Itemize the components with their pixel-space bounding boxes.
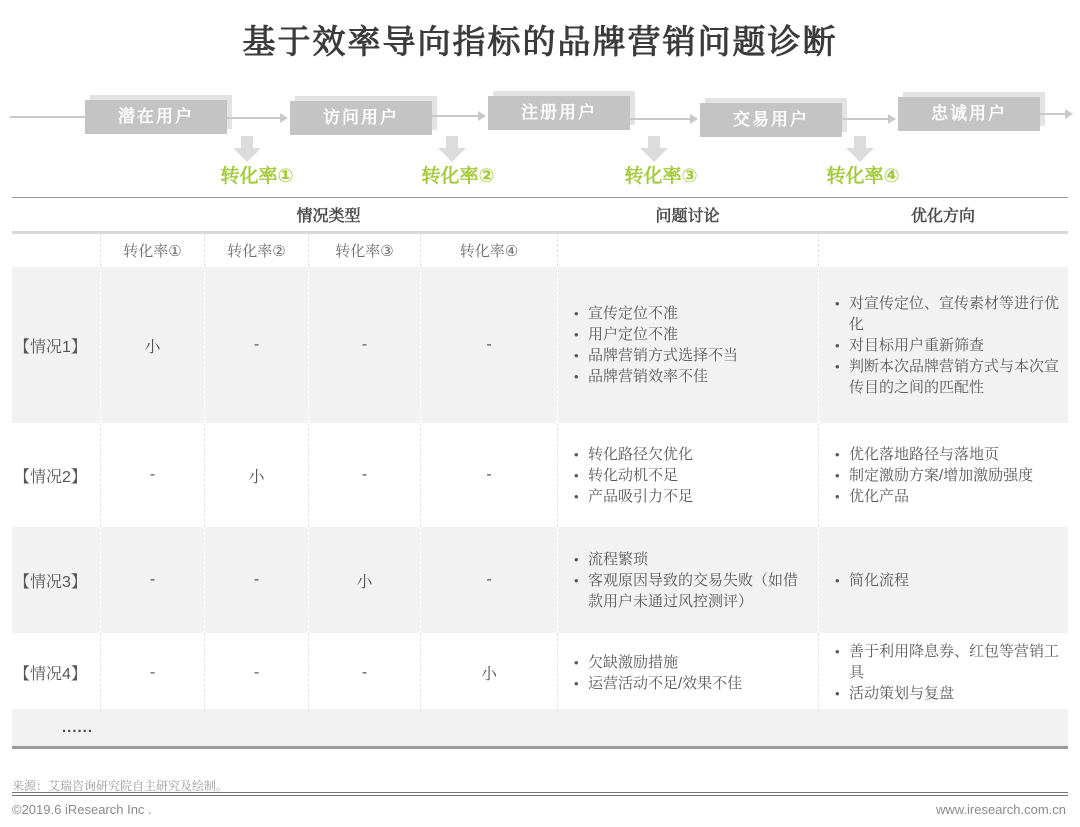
subheader-empty: [12, 234, 100, 267]
optimization-list: [818, 267, 1068, 423]
conversion-rate-label-4: 转化率④: [826, 166, 900, 187]
column-header-case-type: 情况类型: [296, 208, 361, 225]
down-arrow-icon: [233, 136, 261, 162]
case-label: 【情况3】: [14, 573, 87, 591]
case-label: 【情况4】: [14, 666, 87, 683]
flow-arrow-icon: [840, 118, 889, 120]
footer-divider: [12, 792, 1068, 796]
funnel-stage-transaction: 交易用户: [700, 103, 842, 137]
list-item: • 转化路径欠优化: [571, 444, 693, 465]
ellipsis-row: [12, 709, 1068, 749]
conversion-value: -: [420, 527, 557, 633]
list-item: • 优化落地路径与落地页: [832, 444, 1033, 465]
table-subheader-row: [12, 234, 1068, 267]
list-item: • 简化流程: [832, 570, 909, 591]
conversion-value: -: [308, 423, 420, 527]
diagnosis-table: [12, 197, 1068, 749]
list-item: • 客观原因导致的交易失败（如借款用户未通过风控测评）: [571, 570, 810, 612]
subheader-conversion-2: 转化率②: [204, 234, 308, 267]
subheader-empty: [818, 234, 1068, 267]
flow-arrow-icon: [432, 115, 479, 117]
conversion-value: -: [308, 633, 420, 712]
page-title: 基于效率导向指标的品牌营销问题诊断: [242, 23, 838, 60]
list-item: • 运营活动不足/效果不佳: [571, 673, 742, 694]
funnel-stage-visit: 访问用户: [290, 101, 432, 135]
case-label: 【情况2】: [14, 468, 87, 486]
conversion-value: -: [100, 423, 204, 527]
conversion-value: -: [308, 267, 420, 423]
list-item: • 制定激励方案/增加激励强度: [832, 465, 1033, 486]
down-arrow-icon: [438, 136, 466, 162]
table-row: [12, 423, 1068, 527]
conversion-value: -: [100, 633, 204, 712]
list-item: • 流程繁琐: [571, 549, 810, 570]
table-row: [12, 267, 1068, 423]
table-group-header-row: [12, 198, 1068, 234]
conversion-value: 小: [204, 423, 308, 527]
list-item: • 欠缺激励措施: [571, 652, 742, 673]
subheader-conversion-1: 转化率①: [100, 234, 204, 267]
ellipsis-text: ......: [62, 719, 94, 736]
subheader-conversion-3: 转化率③: [308, 234, 420, 267]
case-label: 【情况1】: [14, 338, 87, 356]
list-item: • 品牌营销效率不佳: [571, 366, 738, 387]
list-item: • 对宣传定位、宣传素材等进行优化: [832, 293, 1060, 335]
down-arrow-icon: [846, 136, 874, 162]
problem-list: [557, 527, 818, 633]
flow-arrow-icon: [227, 117, 281, 119]
list-item: • 宣传定位不准: [571, 303, 738, 324]
funnel-stage-loyal: 忠诚用户: [898, 97, 1040, 131]
conversion-rate-label-1: 转化率①: [220, 166, 294, 187]
problem-list: [557, 267, 818, 423]
copyright: ©2019.6 iResearch Inc .: [12, 802, 152, 817]
list-item: • 品牌营销方式选择不当: [571, 345, 738, 366]
website-url: www.iresearch.com.cn: [935, 802, 1066, 817]
flow-line-start: [10, 116, 85, 118]
conversion-value: -: [420, 423, 557, 527]
funnel-stage-register: 注册用户: [488, 96, 630, 130]
source-note: 来源：艾瑞咨询研究院自主研究及绘制。: [12, 779, 229, 793]
conversion-value: 小: [100, 267, 204, 423]
subheader-empty: [557, 234, 818, 267]
conversion-value: 小: [308, 527, 420, 633]
list-item: • 优化产品: [832, 486, 1033, 507]
conversion-value: -: [100, 527, 204, 633]
optimization-list: [818, 633, 1068, 712]
flow-arrow-icon: [1040, 113, 1066, 115]
conversion-value: 小: [420, 633, 557, 712]
table-row: [12, 633, 1068, 709]
problem-list: [557, 633, 818, 712]
conversion-value: -: [204, 633, 308, 712]
conversion-value: -: [204, 267, 308, 423]
down-arrow-icon: [640, 136, 668, 162]
list-item: • 活动策划与复盘: [832, 683, 1060, 704]
conversion-value: -: [204, 527, 308, 633]
problem-list: [557, 423, 818, 527]
optimization-list: [818, 527, 1068, 633]
list-item: • 用户定位不准: [571, 324, 738, 345]
list-item: • 判断本次品牌营销方式与本次宣传目的之间的匹配性: [832, 356, 1060, 398]
list-item: • 产品吸引力不足: [571, 486, 693, 507]
column-header-problem-discussion: 问题讨论: [655, 208, 720, 225]
subheader-conversion-4: 转化率④: [420, 234, 557, 267]
conversion-value: -: [420, 267, 557, 423]
list-item: • 对目标用户重新筛查: [832, 335, 1060, 356]
table-row: [12, 527, 1068, 633]
column-header-optimization-direction: 优化方向: [910, 208, 975, 225]
list-item: • 善于利用降息券、红包等营销工具: [832, 641, 1060, 683]
list-item: • 转化动机不足: [571, 465, 693, 486]
flow-arrow-icon: [630, 118, 691, 120]
optimization-list: [818, 423, 1068, 527]
funnel-stage-potential: 潜在用户: [85, 100, 227, 134]
conversion-rate-label-3: 转化率③: [624, 166, 698, 187]
conversion-rate-label-2: 转化率②: [421, 166, 495, 187]
